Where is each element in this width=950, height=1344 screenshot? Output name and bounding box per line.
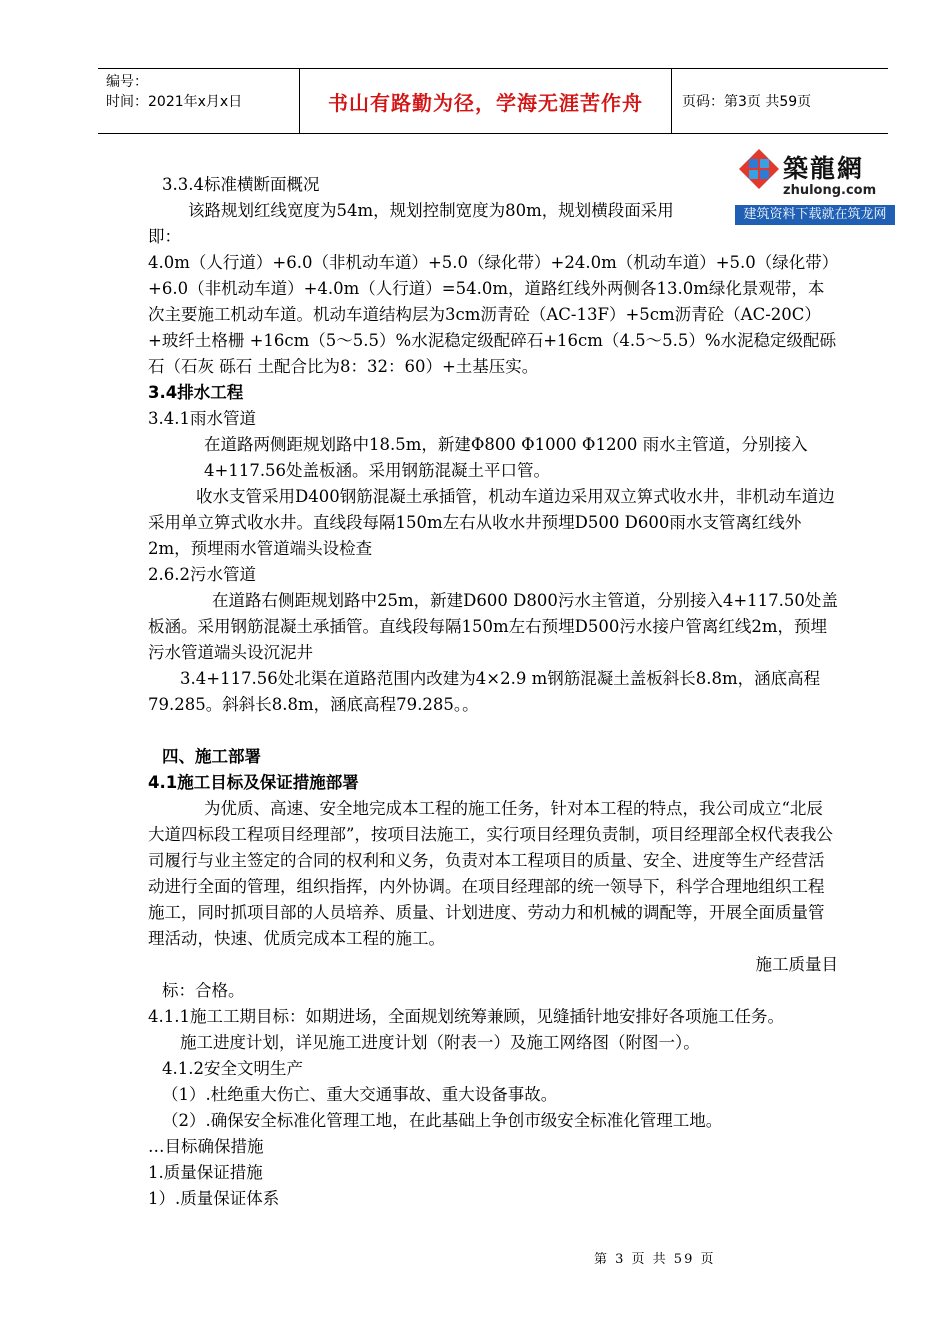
paragraph: 即： <box>148 227 181 246</box>
paragraph: 4.1.1施工工期目标：如期进场，全面规划统筹兼顾，见缝插针地安排好各项施工任务。 <box>148 1007 784 1026</box>
paragraph: 该路规划红线宽度为54m，规划控制宽度为80m，规划横段面采用 <box>188 201 674 220</box>
logo-name: 築龍網 <box>783 154 865 183</box>
number-label: 编号： <box>106 74 148 90</box>
header-motto-cell <box>300 69 672 133</box>
list-item: （1）.杜绝重大伤亡、重大交通事故、重大设备事故。 <box>162 1085 558 1104</box>
paragraph: 1.质量保证措施 <box>148 1163 263 1182</box>
logo-banner: 建筑资料下载就在筑龙网 <box>735 205 895 225</box>
motto: 书山有路勤为径，学海无涯苦作舟 <box>328 90 643 115</box>
section-3-3-4-heading: 3.3.4标准横断面概况 <box>162 175 320 194</box>
page-header <box>98 68 888 134</box>
paragraph: 1）.质量保证体系 <box>148 1189 280 1208</box>
subsection-heading: 2.6.2污水管道 <box>148 565 256 584</box>
time-label: 时间：2021年x月x日 <box>106 94 243 110</box>
paragraph: 标：合格。 <box>162 981 245 1000</box>
paragraph: 施工质量目 <box>755 955 838 974</box>
document-body <box>148 172 838 1212</box>
paragraph: 收水支管采用D400钢筋混凝土承插管，机动车道边采用双立箅式收水井，非机动车道边采用单立箅式收水井。直线段每隔150m左右从收水井预埋D500 D600雨水支管离红线外2m，预埋雨水管道端头设检查 <box>148 487 835 558</box>
section-4-1-heading: 4.1施工目标及保证措施部署 <box>148 773 359 792</box>
subsection-heading: 3.4.1雨水管道 <box>148 409 256 428</box>
paragraph: 在道路右侧距规划路中25m，新建D600 D800污水主管道，分别接入4+117.50处盖板涵。采用钢筋混凝土承插管。直线段每隔150m左右预埋D500污水接户管离红线2m，预埋污水管道端头设沉泥井 <box>148 591 838 662</box>
section-3-4-heading: 3.4排水工程 <box>148 383 244 402</box>
paragraph: 施工进度计划，详见施工进度计划（附表一）及施工网络图（附图一）。 <box>180 1033 700 1052</box>
paragraph: 为优质、高速、安全地完成本工程的施工任务，针对本工程的特点，我公司成立“北辰大道四标段工程项目经理部”，按项目法施工，实行项目经理负责制，项目经理部全权代表我公司履行与业主签定的合同的权利和义务，负责对本工程项目的质量、安全、进度等生产经营活动进行全面的管理，组织指挥，内外协调。在项目经理部的统一领导下，科学合理地组织工程施工，同时抓项目部的人员培养、质量、计划进度、劳动力和机械的调配等，开展全面质量管理活动，快速、优质完成本工程的施工。 <box>148 799 833 948</box>
header-page-info: 页码：第3页 共59页 <box>682 94 812 110</box>
paragraph: 3.4+117.56处北渠在道路范围内改建为4×2.9 m钢筋混凝土盖板斜长8.8m，涵底高程79.285。斜斜长8.8m，涵底高程79.285。。 <box>148 669 821 714</box>
chapter-4-heading: 四、施工部署 <box>162 747 261 766</box>
page-footer: 第 3 页 共 59 页 <box>594 1252 716 1267</box>
paragraph: …目标确保措施 <box>148 1137 264 1156</box>
paragraph: 4.0m（人行道）+6.0（非机动车道）+5.0（绿化带）+24.0m（机动车道）+5.0（绿化带）+6.0（非机动车道）+4.0m（人行道）=54.0m，道路红线外两侧各13.0m绿化景观带，本次主要施工机动车道。机动车道结构层为3cm沥青砼（AC-13F）+5cm沥青砼（AC-20C）+玻纤土格栅 +16cm（5～5.5）%水泥稳定级配碎石+16cm（4.5～5.5）%水泥稳定级配砾石（石灰 砾石 土配合比为8：32：60）+土基压实。 <box>148 253 837 376</box>
list-item: （2）.确保安全标准化管理工地，在此基础上争创市级安全标准化管理工地。 <box>162 1111 723 1130</box>
logo-url: zhulong.com <box>783 183 877 198</box>
subsection-heading: 4.1.2安全文明生产 <box>162 1059 303 1078</box>
paragraph: 在道路两侧距规划路中18.5m，新建Φ800 Φ1000 Φ1200 雨水主管道，分别接入4+117.56处盖板涵。采用钢筋混凝土平口管。 <box>204 435 808 480</box>
header-meta <box>98 69 300 133</box>
